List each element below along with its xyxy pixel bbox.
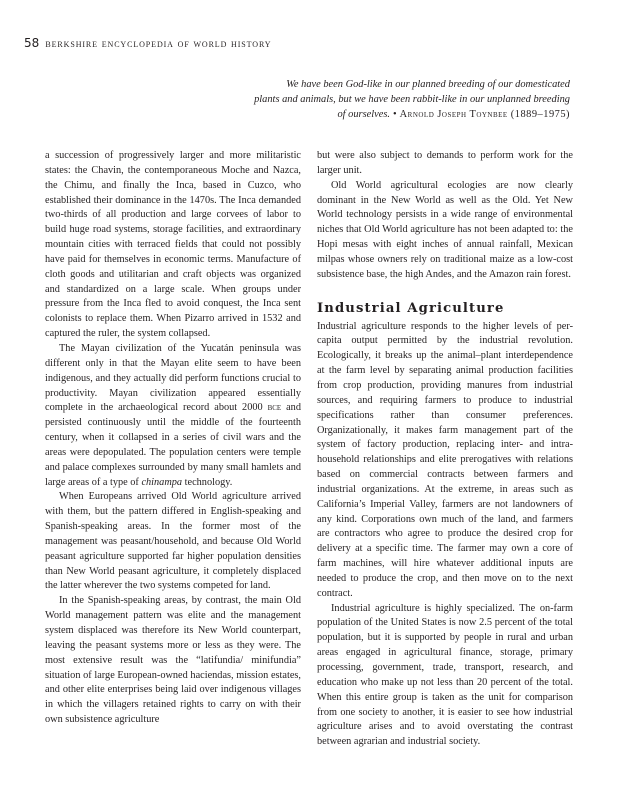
paragraph: but were also subject to demands to perform work for the larger unit. — [317, 150, 573, 176]
paragraph: Industrial agriculture responds to the higher levels of per-capita output permitted by the industrial revolution. Ecologically, it breaks up the animal–plant interdependence at the farm level by separating animal production facilities from crop production, providing manures from industrial sources, and requiring farmers to produce to industrial specifications rather than consumer preferences. Organizationally, it makes farm management part of the system of factory production, replacing inter- and intra-household relationships and elite prerogatives with relations based on commercial contracts between farmers and industrial organizations. At the extreme, in areas such as California’s Imperial Valley, farmers are not landowners of any kind. Corporations own much of the land, and farmers are contractors who agree to produce the desired crop for delivery at a specific time. The farmer may own a core of farm machines, will hire whatever additional inputs are needed to produce the crop, and then move on to the next contract. — [317, 320, 573, 599]
epigraph-quote — [220, 77, 570, 123]
paragraph-mayan — [45, 342, 301, 490]
quote-line: plants and animals, but we have been rabbit-like in our unplanned breeding — [254, 94, 570, 106]
right-column — [317, 149, 573, 750]
running-title: berkshire encyclopedia of world history — [45, 38, 272, 50]
quote-text: of ourselves. — [337, 109, 390, 121]
page-number: 58 — [24, 36, 40, 50]
quote-attribution: Arnold Joseph Toynbee (1889–1975) — [399, 109, 570, 121]
quote-line: We have been God-like in our planned breeding of our domesticated — [286, 79, 570, 90]
paragraph: Old World agricultural ecologies are now clearly dominant in the New World as well as the Old. Yet New World technology persists in a wide range of environmental niches that Old World agriculture has not been adapted to: the Hopi mesas with eight inches of annual rainfall, Mexican milpas whose owners rely on traditional maize as a low-cost subsistence base, the high Andes, and the Amazon rain forest. — [317, 179, 573, 280]
paragraph-text: The Mayan civilization of the Yucatán peninsula was different only in that the Mayan elite seem to have been indigenous, and they actually did perform functions crucial to productivity. Mayan civilization appeared essentially complete in the archaeological record about 2000 — [45, 342, 301, 414]
italic-term: chinampa — [141, 476, 183, 488]
era-abbreviation: bce — [267, 403, 282, 414]
running-header — [24, 36, 271, 51]
paragraph: a succession of progressively larger and more militaristic states: the Chavin, the contemporaneous Moche and Nazca, the Chimu, and finally the Inca, based in Cuzco, who established their dominance in the 1470s. The Inca demanded two-thirds of all production and large corvees of labor to build huge road systems, storage facilities, and extraordinary mountain cities with terraced fields that could not possibly have paid for themselves in economic terms. Manufacture of cloth goods and utilitarian and craft objects was organized and standardized on a large scale. When groups under pressure from the Inca fled to avoid conquest, the Inca sent colonists to replace them. When Pizarro arrived in 1532 and captured the ruler, the system collapsed. — [45, 150, 301, 340]
quote-line-last — [220, 107, 570, 122]
paragraph: In the Spanish-speaking areas, by contrast, the main Old World management pattern was elite and the management system displaced was therefore its New World counterpart, leaving the peasant systems more or less as they were. The most extensive result was the “latifundia/ minifundia” situation of large European-owned haciendas, mission estates, and other elite enterprises being laid over indigenous villages in which the villagers retained rights to carry on with their own subsistence agriculture — [45, 595, 301, 726]
paragraph-text: and persisted continuously until the middle of the fourteenth century, when it collapsed in a series of civil wars and the areas were depopulated. The population centers were temple and palace complexes surrounded by many small hamlets and large areas of a type of — [45, 402, 301, 488]
left-column — [45, 149, 301, 728]
section-heading: Industrial Agriculture — [317, 300, 505, 316]
paragraph: Industrial agriculture is highly specialized. The on-farm population of the United States is now 2.5 percent of the total population, but it is supported by people in rural and urban areas engaged in agricultural finance, storage, primary processing, government, trade, transport, research, and education who make up not less than 20 percent of the total. When this entire group is taken as the unit for comparison from one society to another, it is easier to see how industrial agriculture arises and to avoid overstating the contrast between agrarian and industrial society. — [317, 602, 573, 748]
bullet-separator: • — [393, 109, 397, 121]
paragraph-text: technology. — [184, 476, 233, 488]
paragraph: When Europeans arrived Old World agriculture arrived with them, but the pattern differed in English-speaking and Spanish-speaking areas. In the former most of the management was peasant/household, and because Old World peasant agriculture supported far higher population densities than New World peasant agriculture, it completely displaced the latter wherever the two systems competed for land. — [45, 491, 301, 592]
